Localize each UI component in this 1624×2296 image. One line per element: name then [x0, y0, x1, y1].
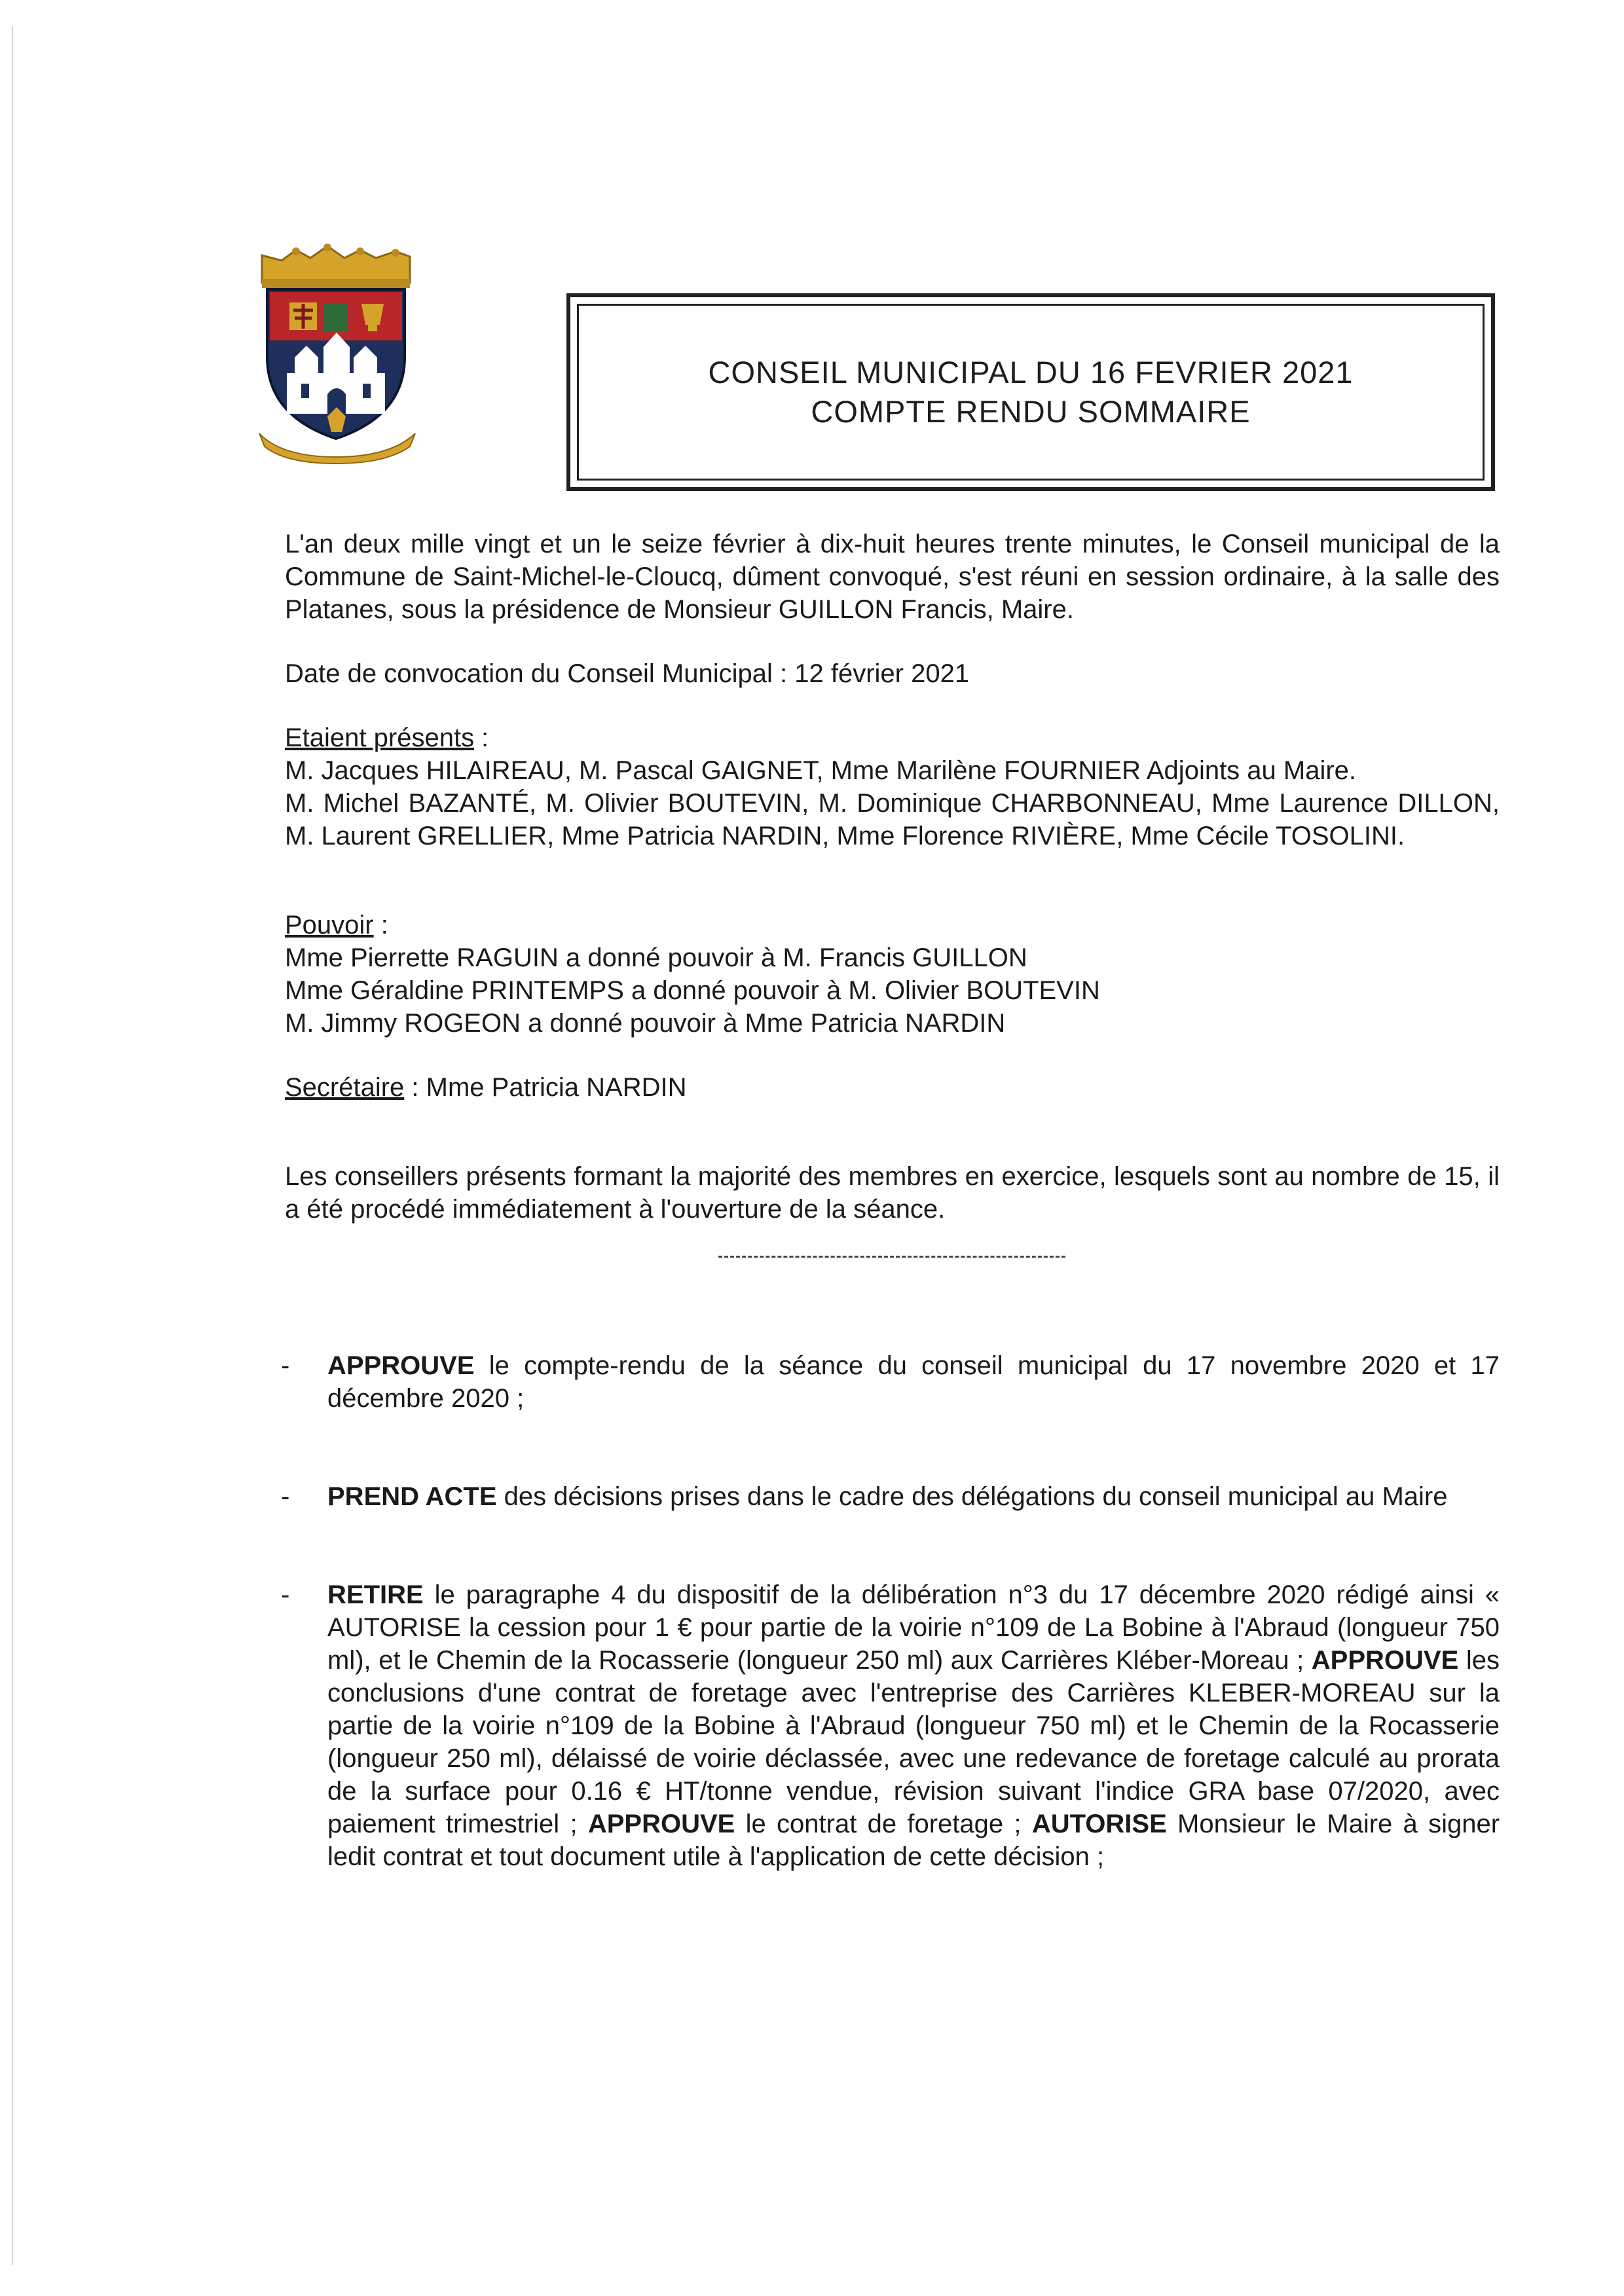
- presents-label: Etaient présents: [285, 723, 475, 752]
- commune-crest-logo: [255, 242, 419, 465]
- decision-text: les conclusions d'une contrat de foretage avec l'entreprise des Carrières KLEBER-MOREAU sur la partie de la voirie n°109 de la Bobine à l'Abraud (longueur 750 ml) et le Chemin de la Rocasserie (longueur 250 ml), délaissé de voirie déclassée, avec une redevance de foretage calculé au prorata de la surface pour 0.16 € HT/tonne vendue, révision suivant l'indice GRA base 07/2020, avec paiement trimestriel ;: [327, 1646, 1500, 1838]
- decision-text: des décisions prises dans le cadre des délégations du conseil municipal au Maire: [496, 1482, 1448, 1511]
- intro-paragraph: L'an deux mille vingt et un le seize février à dix-huit heures trente minutes, le Conseil municipal de la Commune de Saint-Michel-le-Cloucq, dûment convoqué, s'est réuni en session ordinaire, à la salle des Platanes, sous la présidence de Monsieur GUILLON Francis, Maire.: [285, 530, 1500, 624]
- title-box: [566, 293, 1495, 491]
- pouvoir-item: Mme Géraldine PRINTEMPS a donné pouvoir à M. Olivier BOUTEVIN: [285, 976, 1100, 1005]
- decision-keyword: PREND ACTE: [327, 1482, 497, 1511]
- decision-keyword: APPROUVE: [1311, 1646, 1459, 1675]
- decisions-list: [281, 1349, 1500, 1873]
- pouvoir-label: Pouvoir: [285, 911, 374, 939]
- pouvoir-item: Mme Pierrette RAGUIN a donné pouvoir à M. Francis GUILLON: [285, 943, 1027, 972]
- presents-section: [285, 721, 1500, 852]
- decision-keyword: AUTORISE: [1031, 1810, 1167, 1838]
- secretaire-value: : Mme Patricia NARDIN: [404, 1073, 687, 1102]
- decision-text: le contrat de foretage ;: [735, 1810, 1032, 1838]
- document-body: [281, 528, 1500, 1873]
- decision-keyword: APPROUVE: [587, 1810, 735, 1838]
- decision-keyword: APPROUVE: [327, 1351, 475, 1380]
- list-dash: -: [281, 1580, 290, 1609]
- decision-item-approve-minutes: [281, 1349, 1500, 1415]
- document-title: CONSEIL MUNICIPAL DU 16 FEVRIER 2021: [708, 355, 1354, 390]
- decision-item-prend-acte: [281, 1480, 1500, 1513]
- convocation-date: Date de convocation du Conseil Municipal : 12 février 2021: [285, 659, 970, 688]
- decision-text: le compte-rendu de la séance du conseil municipal du 17 novembre 2020 et 17 décembre 2020 ;: [327, 1351, 1500, 1413]
- presents-label-suffix: :: [474, 723, 489, 752]
- pouvoir-label-suffix: :: [373, 911, 388, 939]
- decision-text: Monsieur le Maire à signer ledit contrat et tout document utile à l'application de cette décision ;: [327, 1810, 1500, 1871]
- decision-keyword: RETIRE: [327, 1580, 424, 1609]
- list-dash: -: [281, 1351, 290, 1380]
- secretaire-label: Secrétaire: [285, 1073, 405, 1102]
- quorum-paragraph: Les conseillers présents formant la majorité des membres en exercice, lesquels sont au nombre de 15, il a été procédé immédiatement à l'ouverture de la séance.: [285, 1162, 1500, 1224]
- secretaire-line: [285, 1071, 1500, 1104]
- section-separator: [718, 1256, 1065, 1258]
- document-subtitle: COMPTE RENDU SOMMAIRE: [811, 394, 1251, 429]
- page-edge: [12, 26, 13, 2265]
- decision-item-retire: [281, 1578, 1500, 1873]
- presents-adjoints: M. Jacques HILAIREAU, M. Pascal GAIGNET, Mme Marilène FOURNIER Adjoints au Maire.: [285, 756, 1357, 785]
- list-dash: -: [281, 1482, 290, 1511]
- pouvoir-item: M. Jimmy ROGEON a donné pouvoir à Mme Patricia NARDIN: [285, 1009, 1006, 1038]
- presents-members: M. Michel BAZANTÉ, M. Olivier BOUTEVIN, M. Dominique CHARBONNEAU, Mme Laurence DILLON, M. Laurent GRELLIER, Mme Patricia NARDIN, Mme Florence RIVIÈRE, Mme Cécile TOSOLINI.: [285, 789, 1500, 850]
- decision-text: le paragraphe 4 du dispositif de la délibération n°3 du 17 décembre 2020 rédigé ainsi « AUTORISE la cession pour 1 € pour partie de la voirie n°109 de La Bobine à l'Abraud (longueur 750 ml), et le Chemin de la Rocasserie (longueur 250 ml) aux Carrières Kléber-Moreau ;: [327, 1580, 1500, 1675]
- pouvoir-section: [285, 909, 1500, 1040]
